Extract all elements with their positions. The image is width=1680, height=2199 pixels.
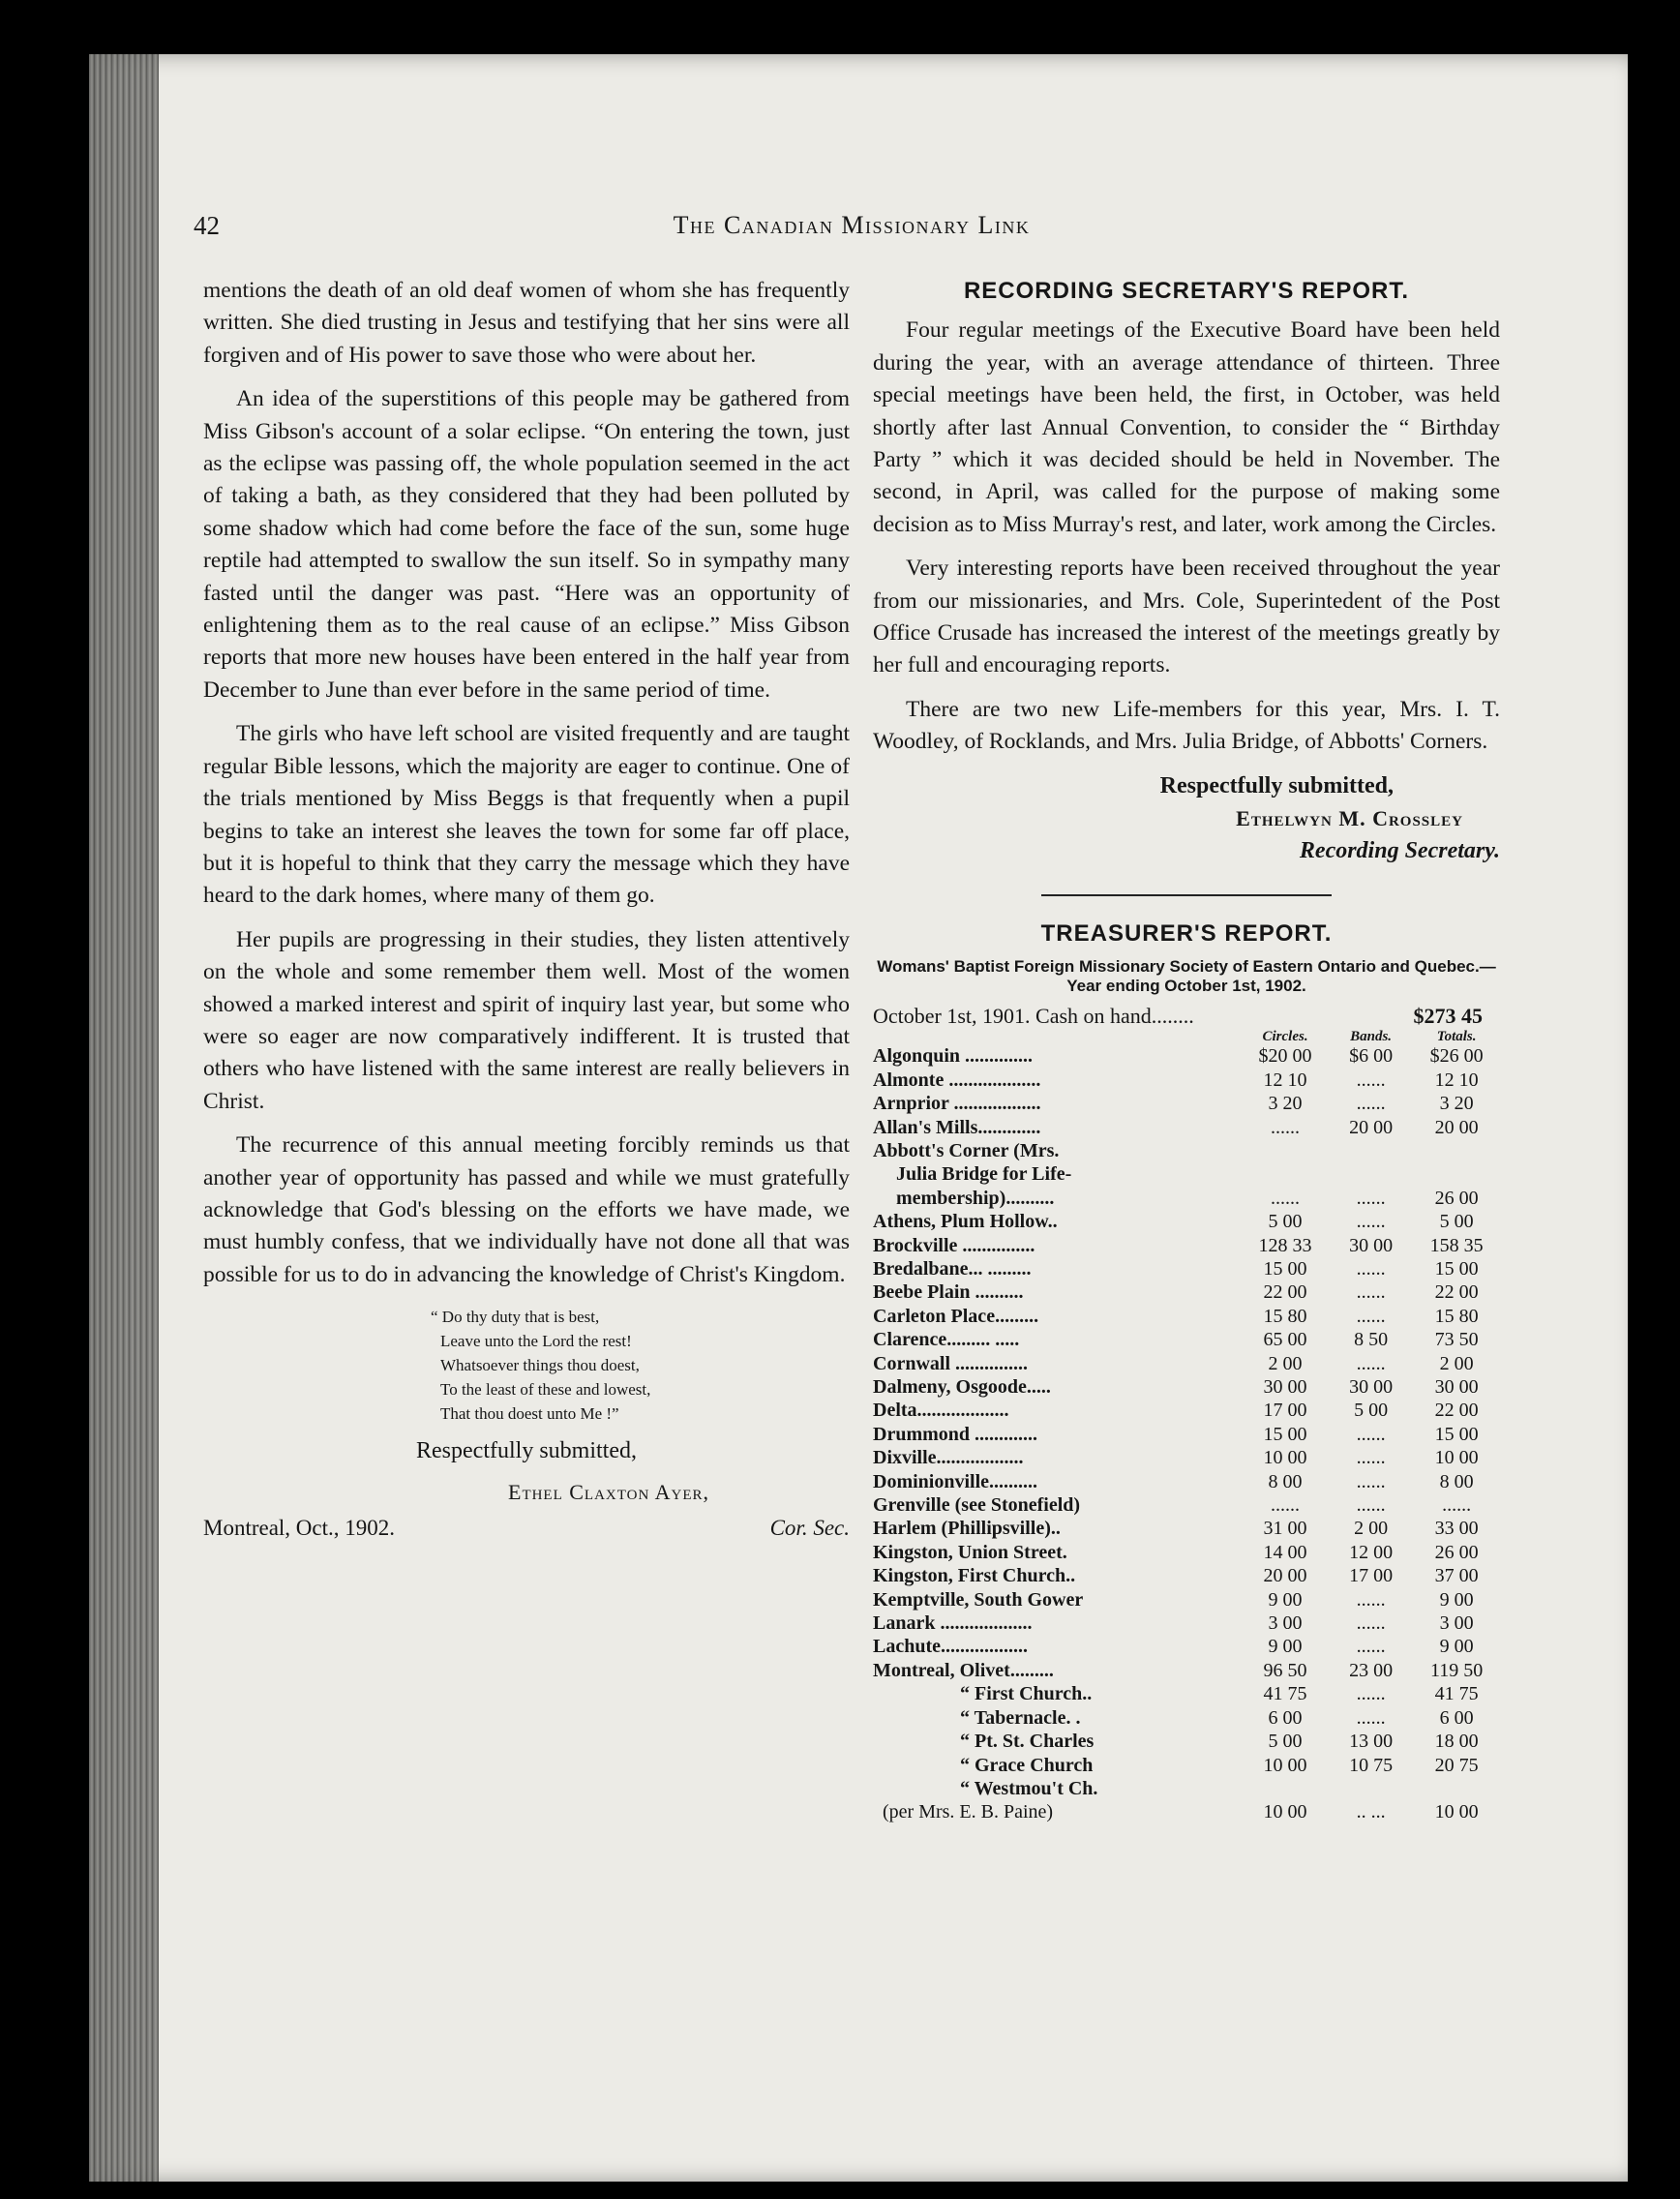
recording-heading: RECORDING SECRETARY'S REPORT. <box>963 278 1410 304</box>
cell-bands: 30 00 <box>1349 1234 1394 1256</box>
table-row <box>873 1210 1500 1233</box>
cell-bands: ...... <box>1356 1588 1386 1611</box>
row-name: Delta................... <box>873 1400 1009 1422</box>
cell-bands: ...... <box>1356 1423 1386 1445</box>
cell-circles: ...... <box>1271 1187 1301 1209</box>
cell-totals: 158 35 <box>1429 1234 1484 1256</box>
cell-bands: .. ... <box>1356 1801 1386 1823</box>
table-row <box>873 1493 1500 1517</box>
cell-totals: 15 80 <box>1434 1305 1479 1327</box>
row-name: “ Pt. St. Charles <box>960 1731 1095 1753</box>
paragraph: The recurrence of this annual meeting forcibly reminds us that another year of opportunity has passed and while we must gratefully acknowledge that God's blessing on the efforts we have made, we must humbly confess, that we individually have not done all that was possible for us to do in advancing the knowledge of Christ's Kingdom. <box>203 1132 850 1287</box>
cell-circles: 5 00 <box>1268 1211 1303 1233</box>
cell-totals: 15 00 <box>1434 1423 1479 1445</box>
cell-bands: 13 00 <box>1349 1731 1394 1753</box>
cell-totals <box>1413 1139 1500 1162</box>
row-name: “ Tabernacle. . <box>960 1706 1081 1729</box>
page-edges <box>89 54 159 2182</box>
page-header <box>194 211 1510 250</box>
cell-circles: 10 00 <box>1263 1447 1307 1469</box>
treasurer-heading: TREASURER'S REPORT. <box>1040 919 1333 947</box>
poem-line: That thou doest unto Me !” <box>440 1404 619 1424</box>
table-row <box>873 1162 1500 1186</box>
cell-bands: ...... <box>1356 1683 1386 1705</box>
table-row <box>873 1187 1500 1210</box>
cell-totals: 22 00 <box>1434 1400 1479 1422</box>
cell-totals: 18 00 <box>1434 1731 1479 1753</box>
cell-bands: ...... <box>1356 1093 1386 1115</box>
row-name: Abbott's Corner (Mrs. <box>873 1139 1060 1161</box>
row-name: Julia Bridge for Life- <box>896 1163 1072 1186</box>
cell-circles: 3 00 <box>1268 1612 1303 1635</box>
column-header: Totals. <box>1436 1029 1477 1045</box>
row-name: Bredalbane... ......... <box>873 1257 1032 1280</box>
cell-bands: 20 00 <box>1349 1116 1394 1138</box>
cell-totals: 6 00 <box>1439 1706 1474 1729</box>
poem-line: Whatsoever things thou doest, <box>440 1356 640 1375</box>
cell-totals: 12 10 <box>1434 1069 1479 1091</box>
row-name: Beebe Plain .......... <box>873 1281 1024 1304</box>
cell-totals: 3 20 <box>1439 1093 1474 1115</box>
paragraph: There are two new Life-members for this year, Mrs. I. T. Woodley, of Rocklands, and Mrs. Julia Bridge, of Abbotts' Corners. <box>873 696 1500 755</box>
cell-circles <box>1242 1139 1329 1162</box>
table-row <box>873 1352 1500 1375</box>
cell-totals: 9 00 <box>1439 1588 1474 1611</box>
cell-circles: 22 00 <box>1263 1281 1307 1304</box>
paragraph: mentions the death of an old deaf women of whom she has frequently written. She died trusting in Jesus and testifying that her sins were all forgiven and of His power to save those who were about her. <box>203 278 850 368</box>
paragraph: An idea of the superstitions of this people may be gathered from Miss Gibson's account of a solar eclipse. “On entering the town, just as the eclipse was passing off, the whole population seemed in the act of taking a bath, as they considered that they had been polluted by some shadow which had come before the face of the sun, some huge reptile had attempted to swallow the sun itself. So in sympathy many fasted until the danger was past. “Here was an opportunity of enlightening them as to the real cause of an eclipse.” Miss Gibson reports that more new houses have been entered in the half year from December to June than ever before in the same period of time. <box>203 386 850 703</box>
poem-line: To the least of these and lowest, <box>440 1380 651 1400</box>
cell-totals: 37 00 <box>1434 1565 1479 1587</box>
row-name: “ First Church.. <box>960 1683 1093 1705</box>
cell-totals: 41 75 <box>1434 1683 1479 1705</box>
cell-totals: 20 75 <box>1434 1754 1479 1776</box>
cell-circles: 128 33 <box>1258 1234 1312 1256</box>
cell-circles: 8 00 <box>1268 1470 1303 1492</box>
cell-totals: ...... <box>1442 1494 1472 1517</box>
table-row <box>873 1730 1500 1753</box>
column-header: Circles. <box>1262 1029 1308 1045</box>
cell-totals: 9 00 <box>1439 1636 1474 1658</box>
table-row <box>873 1754 1500 1777</box>
cell-totals: 119 50 <box>1430 1659 1484 1681</box>
cell-bands: 23 00 <box>1349 1659 1394 1681</box>
row-name: Allan's Mills............. <box>873 1116 1041 1138</box>
cell-totals <box>1413 1162 1500 1186</box>
poem <box>431 1305 850 1426</box>
cell-circles: 65 00 <box>1263 1329 1307 1351</box>
row-name: Cornwall ............... <box>873 1352 1028 1374</box>
cell-bands: 30 00 <box>1349 1376 1394 1398</box>
cell-circles: ...... <box>1271 1116 1301 1138</box>
cell-totals: 15 00 <box>1434 1257 1479 1280</box>
cell-totals: 3 00 <box>1439 1612 1474 1635</box>
cell-totals: 20 00 <box>1434 1116 1479 1138</box>
table-row <box>873 1682 1500 1705</box>
row-name: “ Westmou't Ch. <box>960 1777 1098 1799</box>
table-row <box>873 1399 1500 1422</box>
cell-bands: ...... <box>1356 1352 1386 1374</box>
table-row <box>873 1257 1500 1280</box>
cell-circles: 12 10 <box>1263 1069 1307 1091</box>
row-name: “ Grace Church <box>960 1754 1094 1776</box>
cell-totals: $26 00 <box>1429 1045 1484 1068</box>
row-name: membership).......... <box>896 1187 1055 1209</box>
closing: Respectfully submitted, <box>1159 772 1394 798</box>
cell-bands <box>1329 1162 1413 1186</box>
cell-bands: 5 00 <box>1354 1400 1389 1422</box>
cell-totals: 26 00 <box>1434 1541 1479 1563</box>
table-row <box>873 1044 1500 1068</box>
cell-bands: 12 00 <box>1349 1541 1394 1563</box>
place-date: Montreal, Oct., 1902. <box>203 1516 396 1540</box>
cell-circles: ...... <box>1271 1494 1301 1517</box>
row-name: Kingston, Union Street. <box>873 1541 1067 1563</box>
cell-circles: 96 50 <box>1263 1659 1307 1681</box>
right-column <box>873 275 1500 1824</box>
table-body <box>873 1044 1500 1823</box>
cell-totals: 10 00 <box>1434 1447 1479 1469</box>
cell-bands <box>1329 1777 1413 1800</box>
cell-totals: 26 00 <box>1434 1187 1479 1209</box>
row-name: (per Mrs. E. B. Paine) <box>883 1801 1054 1823</box>
table-row <box>873 1069 1500 1092</box>
treasurer-table <box>873 1029 1500 1823</box>
cell-circles: 31 00 <box>1263 1518 1307 1540</box>
row-name: Drummond ............. <box>873 1423 1038 1445</box>
table-row <box>873 1446 1500 1469</box>
table-row <box>873 1305 1500 1328</box>
cell-bands: ...... <box>1356 1305 1386 1327</box>
row-name: Carleton Place......... <box>873 1305 1039 1327</box>
row-name: Dalmeny, Osgoode..... <box>873 1376 1051 1398</box>
row-name: Montreal, Olivet......... <box>873 1659 1054 1681</box>
row-name: Kingston, First Church.. <box>873 1565 1076 1587</box>
cell-circles: 30 00 <box>1263 1376 1307 1398</box>
cash-amount: $273 45 <box>1413 1004 1483 1029</box>
signer: Ethelwyn M. Crossley <box>1236 806 1463 831</box>
cell-circles: 6 00 <box>1268 1706 1303 1729</box>
poem-line: “ Do thy duty that is best, <box>431 1308 600 1327</box>
table-row <box>873 1659 1500 1682</box>
row-name: Brockville ............... <box>873 1234 1035 1256</box>
cell-bands: 2 00 <box>1354 1518 1389 1540</box>
cell-circles: 20 00 <box>1263 1565 1307 1587</box>
row-name: Almonte ................... <box>873 1069 1041 1091</box>
cash-on-hand <box>873 1004 1500 1029</box>
cell-circles: 10 00 <box>1263 1754 1307 1776</box>
closing: Respectfully submitted, <box>416 1438 637 1464</box>
cell-bands: ...... <box>1356 1187 1386 1209</box>
cell-bands: ...... <box>1356 1494 1386 1517</box>
row-name: Clarence......... ..... <box>873 1329 1020 1351</box>
cell-circles: 5 00 <box>1268 1731 1303 1753</box>
cell-bands: ...... <box>1356 1470 1386 1492</box>
cell-totals: 22 00 <box>1434 1281 1479 1304</box>
divider <box>1041 894 1332 896</box>
table-row <box>873 1706 1500 1730</box>
cell-totals: 30 00 <box>1434 1376 1479 1398</box>
cell-circles <box>1242 1162 1329 1186</box>
place-date-line <box>203 1512 850 1544</box>
row-name: Harlem (Phillipsville).. <box>873 1518 1061 1540</box>
cell-totals: 10 00 <box>1434 1801 1479 1823</box>
row-name: Algonquin .............. <box>873 1045 1034 1068</box>
row-name: Lachute.................. <box>873 1636 1028 1658</box>
cash-label: October 1st, 1901. Cash on hand........ <box>873 1004 1194 1029</box>
cell-circles: 15 00 <box>1263 1423 1307 1445</box>
table-row <box>873 1234 1500 1257</box>
paragraph: Four regular meetings of the Executive Board have been held during the year, with an average attendance of thirteen. Three special meetings have been held, the first, in October, was held shortly after last Annual Convention, to consider the “ Birthday Party ” which it was decided should be held in November. The second, in April, was called for the purpose of making some decision as to Miss Murray's rest, and later, work among the Circles. <box>873 317 1500 537</box>
table-row <box>873 1139 1500 1162</box>
cell-totals: 5 00 <box>1439 1211 1474 1233</box>
table-row <box>873 1588 1500 1612</box>
cell-bands: ...... <box>1356 1281 1386 1304</box>
cell-bands: 17 00 <box>1349 1565 1394 1587</box>
cell-circles: 17 00 <box>1263 1400 1307 1422</box>
page-number: 42 <box>194 211 220 240</box>
cell-circles: 10 00 <box>1263 1801 1307 1823</box>
cell-totals <box>1413 1777 1500 1800</box>
cell-circles: 15 00 <box>1263 1257 1307 1280</box>
row-name: Grenville (see Stonefield) <box>873 1494 1081 1517</box>
cell-bands: ...... <box>1356 1706 1386 1729</box>
table-row <box>873 1635 1500 1658</box>
column-header: Bands. <box>1350 1029 1393 1045</box>
poem-line: Leave unto the Lord the rest! <box>440 1332 632 1351</box>
signer-title: Cor. Sec. <box>769 1516 850 1540</box>
table-row <box>873 1564 1500 1587</box>
row-name: Kemptville, South Gower <box>873 1588 1084 1611</box>
running-head: The Canadian Missionary Link <box>673 211 1031 239</box>
cell-circles: 15 80 <box>1263 1305 1307 1327</box>
cell-bands: $6 00 <box>1349 1045 1394 1068</box>
cell-bands: ...... <box>1356 1447 1386 1469</box>
table-row <box>873 1092 1500 1115</box>
cell-bands: ...... <box>1356 1257 1386 1280</box>
treasurer-subheading: Womans' Baptist Foreign Missionary Society of Eastern Ontario and Quebec.—Year ending October 1st, 1902. <box>877 957 1496 996</box>
paragraph: Very interesting reports have been received throughout the year from our missionaries, and Mrs. Cole, Superintedent of the Post Office Crusade has increased the interest of the meetings greatly by her full and encouraging reports. <box>873 556 1500 678</box>
cell-circles: 14 00 <box>1263 1541 1307 1563</box>
cell-circles: 2 00 <box>1268 1352 1303 1374</box>
signer: Ethel Claxton Ayer, <box>508 1479 709 1504</box>
table-row <box>873 1777 1500 1800</box>
table-row <box>873 1612 1500 1635</box>
paragraph: The girls who have left school are visited frequently and are taught regular Bible lessons, which the majority are eager to continue. One of the trials mentioned by Miss Beggs is that frequently when a pupil begins to take an interest she leaves the town for some far off place, but it is hopeful to think that they carry the message which they have heard to the dark homes, where many of them go. <box>203 721 850 909</box>
table-row <box>873 1800 1500 1823</box>
cell-circles: 3 20 <box>1268 1093 1303 1115</box>
row-name: Athens, Plum Hollow.. <box>873 1211 1058 1233</box>
cell-bands: ...... <box>1356 1612 1386 1635</box>
cell-bands: 10 75 <box>1349 1754 1394 1776</box>
table-row <box>873 1328 1500 1351</box>
row-name: Lanark ................... <box>873 1612 1033 1635</box>
table-row <box>873 1517 1500 1540</box>
table-row <box>873 1541 1500 1564</box>
table-row <box>873 1116 1500 1139</box>
table-row <box>873 1470 1500 1493</box>
row-name: Arnprior .................. <box>873 1093 1041 1115</box>
cell-totals: 33 00 <box>1434 1518 1479 1540</box>
cell-circles <box>1242 1777 1329 1800</box>
cell-circles: 41 75 <box>1263 1683 1307 1705</box>
cell-bands: ...... <box>1356 1636 1386 1658</box>
left-column <box>203 275 850 1544</box>
cell-totals: 73 50 <box>1434 1329 1479 1351</box>
cell-bands: ...... <box>1356 1211 1386 1233</box>
row-name: Dominionville.......... <box>873 1470 1038 1492</box>
cell-bands <box>1329 1139 1413 1162</box>
table-row <box>873 1280 1500 1304</box>
paragraph: Her pupils are progressing in their studies, they listen attentively on the whole and some remember them well. Most of the women showed a marked interest and spirit of inquiry last year, but some who were so eager are now comparatively indifferent. It is trusted that others who have listened with the same interest are really believers in Christ. <box>203 926 850 1114</box>
column-header <box>873 1029 1242 1044</box>
row-name: Dixville.................. <box>873 1447 1024 1469</box>
cell-totals: 8 00 <box>1439 1470 1474 1492</box>
cell-bands: ...... <box>1356 1069 1386 1091</box>
signer-title: Recording Secretary. <box>1299 837 1500 863</box>
cell-totals: 2 00 <box>1439 1352 1474 1374</box>
table-row <box>873 1423 1500 1446</box>
table-header-row <box>873 1029 1500 1044</box>
cell-circles: 9 00 <box>1268 1588 1303 1611</box>
cell-circles: $20 00 <box>1258 1045 1312 1068</box>
cell-bands: 8 50 <box>1354 1329 1389 1351</box>
cell-circles: 9 00 <box>1268 1636 1303 1658</box>
table-row <box>873 1375 1500 1399</box>
